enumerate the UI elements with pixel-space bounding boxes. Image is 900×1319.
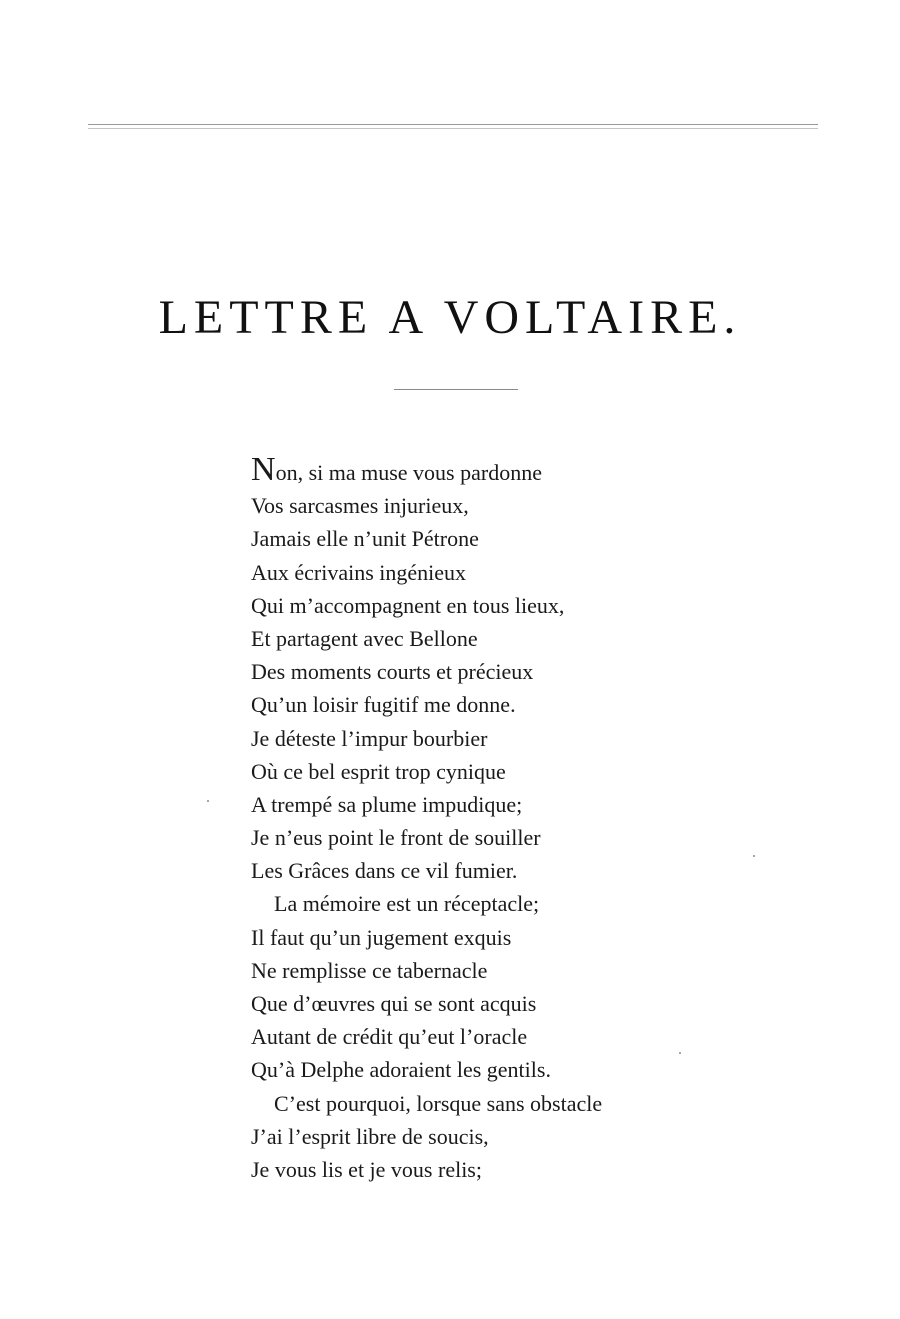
poem-line: [251, 451, 602, 489]
poem-line: Je déteste l’impur bourbier: [251, 725, 488, 751]
poem-line-text: on, si ma muse vous pardonne: [275, 460, 542, 485]
top-rule: [88, 124, 818, 125]
top-rule-secondary: [88, 128, 818, 129]
poem-line: Jamais elle n’unit Pétrone: [251, 526, 479, 552]
poem-line: Aux écrivains ingénieux: [251, 559, 467, 585]
poem-line: Qu’un loisir fugitif me donne.: [251, 692, 516, 718]
paper-speck: [679, 1052, 681, 1054]
poem-line: Il faut qu’un jugement exquis: [251, 924, 512, 950]
poem-line: Et partagent avec Bellone: [251, 625, 478, 651]
poem-line: A trempé sa plume impudique;: [251, 791, 523, 817]
poem-line: Autant de crédit qu’eut l’oracle: [251, 1024, 528, 1050]
poem-line: Qu’à Delphe adoraient les gentils.: [251, 1057, 551, 1083]
poem-line: Où ce bel esprit trop cynique: [251, 758, 506, 784]
poem-line: Les Grâces dans ce vil fumier.: [251, 858, 518, 884]
poem-line: J’ai l’esprit libre de soucis,: [251, 1123, 489, 1149]
poem-line: Des moments courts et précieux: [251, 659, 534, 685]
drop-cap: N: [251, 451, 276, 488]
paper-speck: [207, 800, 209, 802]
poem-line: Qui m’accompagnent en tous lieux,: [251, 592, 565, 618]
poem: [251, 451, 603, 1186]
poem-line: Vos sarcasmes injurieux,: [251, 493, 469, 519]
poem-line: Que d’œuvres qui se sont acquis: [251, 991, 537, 1016]
poem-line: La mémoire est un réceptacle;: [274, 891, 540, 917]
paper-speck: [753, 855, 755, 857]
poem-line: Je vous lis et je vous relis;: [251, 1156, 482, 1182]
poem-line: C’est pourquoi, lorsque sans obstacle: [274, 1090, 603, 1116]
poem-line: Je n’eus point le front de souiller: [251, 825, 541, 851]
poem-line: Ne remplisse ce tabernacle: [251, 957, 488, 983]
title-divider: [394, 389, 518, 390]
page-title: LETTRE A VOLTAIRE.: [158, 291, 742, 344]
